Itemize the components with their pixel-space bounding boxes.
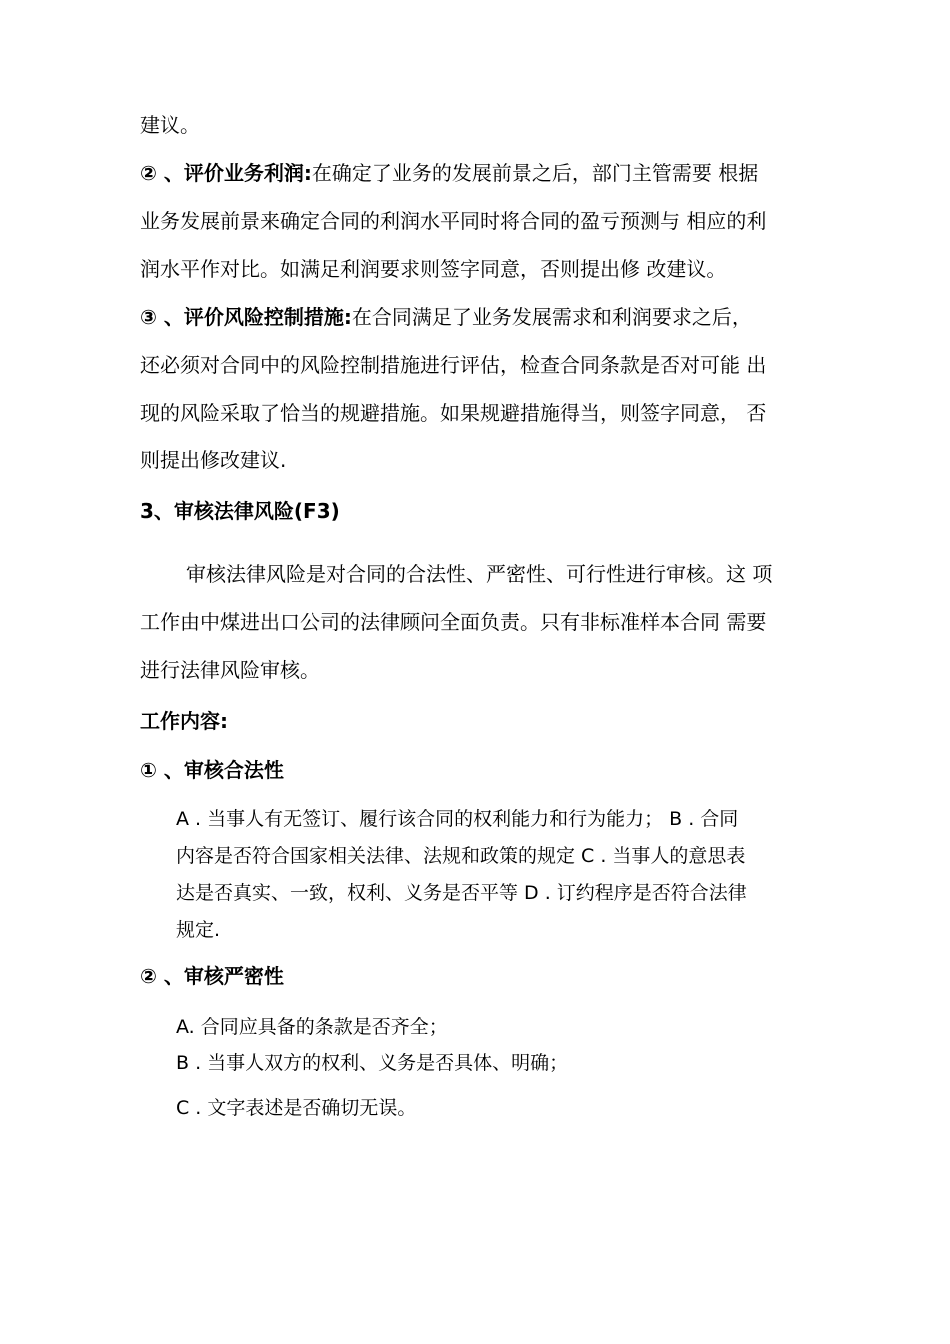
- list-line: 达是否真实、一致，权利、义务是否平等 D . 订约程序是否符合法律: [176, 882, 747, 904]
- item2-label: ② 、评价业务利润:: [140, 161, 312, 185]
- subsection-heading: ② 、审核严密性: [140, 964, 284, 988]
- paragraph-line: 建议。: [140, 113, 200, 137]
- paragraph-line: 审核法律风险是对合同的合法性、严密性、可行性进行审核。这 项: [186, 562, 773, 586]
- item3-line: [140, 303, 752, 331]
- paragraph-line: 还必须对合同中的风险控制措施进行评估，检查合同条款是否对可能 出: [140, 353, 767, 377]
- list-line: A. 合同应具备的条款是否齐全；: [176, 1016, 448, 1038]
- item3-text: 在合同满足了业务发展需求和利润要求之后，: [351, 305, 752, 329]
- paragraph-line: 润水平作对比。如满足利润要求则签字同意，否则提出修 改建议。: [140, 257, 727, 281]
- paragraph-line: 进行法律风险审核。: [140, 658, 320, 682]
- item2-line: [140, 159, 758, 187]
- item3-label: ③ 、评价风险控制措施:: [140, 305, 352, 329]
- list-line: 内容是否符合国家相关法律、法规和政策的规定 C . 当事人的意思表: [176, 845, 746, 867]
- section-heading: 3、审核法律风险(F3): [140, 499, 340, 523]
- item2-text: 在确定了业务的发展前景之后，部门主管需要 根据: [311, 161, 759, 185]
- paragraph-line: 现的风险采取了恰当的规避措施。如果规避措施得当，则签字同意， 否: [140, 401, 767, 425]
- paragraph-line: 工作由中煤进出口公司的法律顾问全面负责。只有非标准样本合同 需要: [140, 610, 767, 634]
- list-line: C . 文字表述是否确切无误。: [176, 1097, 417, 1119]
- paragraph-line: 业务发展前景来确定合同的利润水平同时将合同的盈亏预测与 相应的利: [140, 209, 767, 233]
- work-content-heading: 工作内容:: [140, 709, 228, 733]
- subsection-heading: ① 、审核合法性: [140, 758, 284, 782]
- list-line: 规定.: [176, 919, 221, 941]
- list-line: B . 当事人双方的权利、义务是否具体、明确；: [176, 1052, 569, 1074]
- list-line: A . 当事人有无签订、履行该合同的权利能力和行为能力； B . 合同: [176, 808, 739, 830]
- paragraph-line: 则提出修改建议.: [140, 448, 287, 472]
